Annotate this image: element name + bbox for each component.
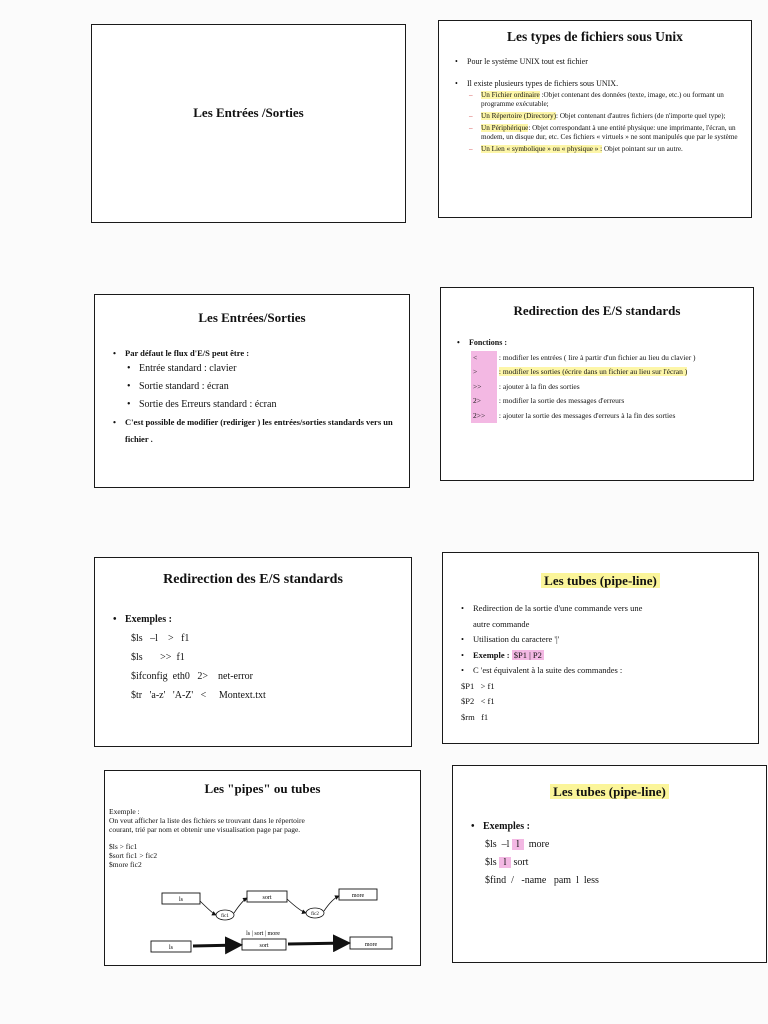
slide-5-line-4: $tr 'a-z' 'A-Z' < Montext.txt (131, 690, 266, 701)
svg-text:fic2: fic2 (311, 912, 319, 917)
slide-7-example-label: Exemple : (109, 807, 140, 816)
slide-7-cmd-1: $ls > fic1 (109, 842, 138, 851)
slide-5-line-3: $ifconfig eth0 2> net-error (131, 671, 253, 682)
svg-text:sort: sort (259, 943, 269, 949)
slide-3-sub-3: • Sortie des Erreurs standard : écran (127, 396, 403, 414)
slide-3 (94, 294, 410, 488)
slide-6-line-1: $P1 > f1 (461, 680, 495, 691)
slide-5-title: Redirection des E/S standards (163, 572, 343, 587)
slide-4-row-1: < : modifier les entrées ( lire à partir d'un fichier au lieu du clavier ) (471, 351, 749, 366)
slide-7-title: Les "pipes" ou tubes (204, 781, 321, 796)
slide-8-line-2: $ls l sort (485, 857, 529, 868)
slide-6-bullet-1: • Redirection de la sortie d'une commande vers une (461, 601, 753, 617)
slide-6 (442, 552, 759, 744)
slide-6-title: Les tubes (pipe-line) (443, 573, 758, 589)
svg-text:more: more (351, 893, 365, 899)
slide-5-heading: • Exemples : (113, 610, 403, 629)
slide-5-line-1: $ls –l > f1 (131, 633, 190, 644)
slide-4-title: Redirection des E/S standards (513, 303, 681, 318)
slide-1 (91, 24, 406, 223)
slide-5 (94, 557, 412, 747)
slide-4-row-2: > : modifier les sorties (écrire dans un fichier au lieu sur l'écran ) (471, 365, 749, 380)
slide-2-bullet-1: • Pour le système UNIX tout est fichier (455, 57, 745, 67)
slide-2-item-2: – Un Répertoire (Directory): Objet contenant d'autres fichiers (de n'importe quel type); (469, 112, 745, 121)
slide-7-example-line-2: courant, trié par nom et obtenir une visualisation page par page. (109, 825, 301, 834)
slide-6-bullet-2: • Utilisation du caractere '|' (461, 632, 753, 648)
svg-text:more: more (364, 942, 378, 948)
svg-text:ls: ls (178, 897, 184, 903)
slide-1-title: Les Entrées /Sorties (193, 105, 304, 120)
slide-4-row-4: 2> : modifier la sortie des messages d'erreurs (471, 394, 749, 409)
svg-text:sort: sort (262, 895, 272, 901)
slide-6-bullet-4: • C 'est équivalent à la suite des commandes : (461, 663, 753, 679)
slide-2-item-4: – Un Lien « symbolique » ou « physique » : Objet pointant sur un autre. (469, 145, 745, 154)
svg-text:fic1: fic1 (221, 914, 229, 919)
slide-3-bullet-2: • C'est possible de modifier (rediriger ) les entrées/sorties standards vers un fichier . (113, 414, 403, 448)
slide-6-bullet-3: • Exemple : $P1 | P2 (461, 648, 753, 664)
slide-5-line-2: $ls >> f1 (131, 652, 185, 663)
slide-7 (104, 770, 421, 966)
slide-2 (438, 20, 752, 218)
diagram-caption: ls | sort | more (246, 931, 280, 937)
slide-3-sub-2: • Sortie standard : écran (127, 378, 403, 396)
slide-6-line-2: $P2 < f1 (461, 696, 495, 706)
slide-3-bullet-1: • Par défaut le flux d'E/S peut être : (113, 347, 403, 359)
slide-8 (452, 765, 767, 963)
slide-2-item-1: – Un Fichier ordinaire :Objet contenant des données (texte, image, etc.) ou formant un programme exécutable; (469, 91, 745, 109)
slide-7-cmd-3: $more fic2 (109, 860, 142, 869)
slide-4-row-3: >> : ajouter à la fin des sorties (471, 380, 749, 395)
slide-2-bullet-2: • Il existe plusieurs types de fichiers sous UNIX. (455, 79, 745, 89)
slide-4 (440, 287, 754, 481)
slide-2-item-3: – Un Périphérique: Objet correspondant à une entité physique: une imprimante, l'écran, un modem, un disque dur, etc. Ces fichiers « virtuels » ne sont manipulés que par le système (469, 124, 745, 142)
slide-3-sub-1: • Entrée standard : clavier (127, 360, 403, 378)
slide-7-cmd-2: $sort fic1 > fic2 (109, 851, 158, 860)
slide-3-title: Les Entrées/Sorties (198, 310, 306, 325)
slide-8-line-1: $ls –l l more (485, 839, 550, 850)
slide-8-title: Les tubes (pipe-line) (453, 784, 766, 800)
slide-4-heading: • Fonctions : (457, 336, 749, 351)
slide-6-line-3: $rm f1 (461, 711, 489, 722)
slide-8-heading: • Exemples : (471, 818, 761, 836)
slide-4-row-5: 2>> : ajouter la sortie des messages d'erreurs à la fin des sorties (471, 409, 749, 424)
slide-7-example-line-1: On veut afficher la liste des fichiers se trouvant dans le répertoire (109, 816, 305, 825)
slide-8-line-3: $find / -name pam l less (485, 875, 599, 886)
slide-6-bullet-1-cont: autre commande (473, 618, 530, 629)
svg-text:ls: ls (168, 945, 174, 951)
slide-7-pipe-diagram (107, 869, 420, 964)
slide-2-title: Les types de fichiers sous Unix (507, 29, 683, 44)
